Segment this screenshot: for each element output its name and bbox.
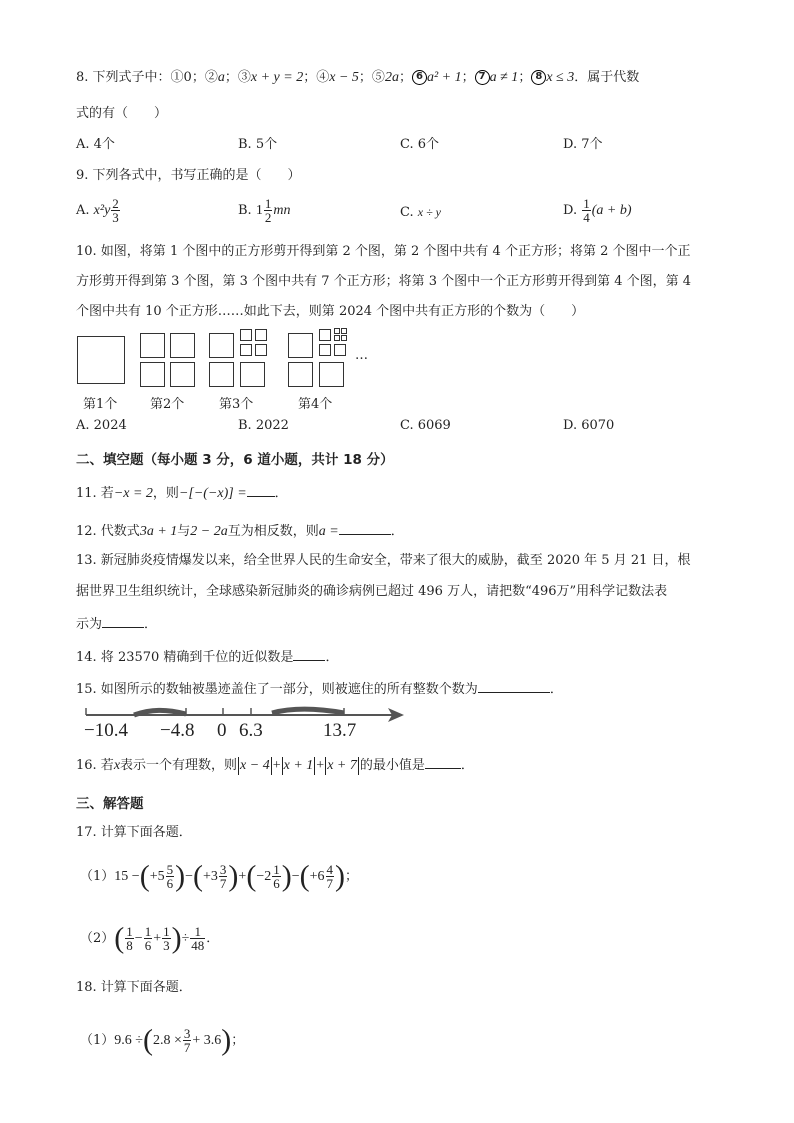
q17-stem: 17. 计算下面各题．: [76, 825, 192, 840]
answer-blank[interactable]: [425, 754, 461, 769]
caption-fig3: 第3个: [219, 397, 254, 412]
q17-part1: （1）15 −(+5 $\frac{5}{6}$ )−(+3 $\frac{3}{7}$ )+(−2 $\frac{1}{6}$ )−(+6 $\frac{4}{7}$ )；: [80, 859, 359, 893]
q13-line1: 13. 新冠肺炎疫情爆发以来，给全世界人民的生命安全，带来了很大的威胁，截至 2020 年 5 月 21 日，根: [76, 553, 691, 568]
q10-option-b: B. 2022: [238, 418, 289, 433]
square: [334, 344, 346, 356]
square: [170, 333, 195, 358]
q9-option-c: C. x ÷ y: [400, 205, 442, 220]
square: [240, 329, 252, 341]
q13-line2: 据世界卫生组织统计，全球感染新冠肺炎的确诊病例已超过 496 万人，请把数“496万”用科学记数法表: [76, 584, 668, 599]
ellipsis: …: [355, 348, 368, 363]
square: [288, 362, 313, 387]
axis-label: −10.4: [84, 720, 128, 741]
answer-blank[interactable]: [102, 613, 144, 628]
q11: 11. 若−x = 2，则−[−(−x)] = ．: [76, 482, 288, 504]
square: [77, 336, 125, 384]
q10-option-a: A. 2024: [76, 418, 127, 433]
q16: 16. 若x表示一个有理数，则 x − 4 + x + 1 + x + 7 的最小值是 ．: [76, 754, 474, 776]
square: [170, 362, 195, 387]
caption-fig1: 第1个: [83, 397, 118, 412]
square: [319, 344, 331, 356]
q18-part1: （1）9.6 ÷(2.8 × $\frac{3}{7}$ + 3.6)；: [80, 1023, 245, 1057]
q9-stem: 9. 下列各式中，书写正确的是（ ）: [76, 168, 301, 183]
square: [341, 335, 347, 341]
q15: 15. 如图所示的数轴被墨迹盖住了一部分，则被遮住的所有整数个数为 ．: [76, 678, 563, 700]
circled-6: 6: [412, 70, 427, 85]
square: [319, 362, 344, 387]
circled-7: 7: [475, 70, 490, 85]
square: [209, 333, 234, 358]
section-2-heading: 二、填空题（每小题 3 分，6 道小题，共计 18 分）: [76, 452, 394, 468]
answer-blank[interactable]: [293, 646, 325, 661]
q18-stem: 18. 计算下面各题．: [76, 980, 192, 995]
square: [255, 344, 267, 356]
q9-option-d: D. $\frac{1}{4}$ (a + b): [563, 196, 632, 225]
q10-option-d: D. 6070: [563, 418, 615, 433]
square: [334, 328, 340, 334]
q8-option-d: D. 7个: [563, 137, 603, 152]
q10-line1: 10. 如图，将第 1 个图中的正方形剪开得到第 2 个图，第 2 个图中共有 4 个正方形；将第 2 个图中一个正: [76, 244, 691, 259]
q8-line1: 8. 下列式子中：①0；②a；③x + y = 2；④x − 5；⑤2a； 6 a² + 1； 7 a ≠ 1； 8 x ≤ 3．属于代数: [76, 70, 640, 85]
q17-part2: （2）( $\frac{1}{8}$ − $\frac{1}{6}$ + $\frac{1}{3}$ )÷ $\frac{1}{48}$ ．: [80, 921, 220, 955]
caption-fig4: 第4个: [298, 397, 333, 412]
square: [319, 329, 331, 341]
square: [240, 344, 252, 356]
q10-line3: 个图中共有 10 个正方形……如此下去，则第 2024 个图中共有正方形的个数为（ ）: [76, 304, 585, 319]
axis-label: −4.8: [160, 720, 195, 741]
section-3-heading: 三、解答题: [76, 796, 144, 812]
number-line: [76, 700, 416, 742]
fraction: $\frac{1}{4}$: [583, 196, 590, 225]
answer-blank[interactable]: [247, 482, 275, 497]
square: [240, 362, 265, 387]
q12: 12. 代数式3a + 1与2 − 2a互为相反数，则a = ．: [76, 520, 404, 542]
axis-label: 13.7: [323, 720, 357, 741]
q13-line3: 示为 ．: [76, 613, 157, 635]
q10-option-c: C. 6069: [400, 418, 451, 433]
q9-option-a: A. x²y $\frac{2}{3}$: [76, 196, 119, 225]
circled-8: 8: [531, 70, 546, 85]
square: [341, 328, 347, 334]
q8-line2: 式的有（ ）: [76, 106, 168, 121]
q8-option-a: A. 4个: [76, 137, 115, 152]
caption-fig2: 第2个: [150, 397, 185, 412]
axis-label: 0: [217, 720, 227, 741]
square: [288, 333, 313, 358]
q14: 14. 将 23570 精确到千位的近似数是 ．: [76, 646, 338, 668]
answer-blank[interactable]: [339, 520, 391, 535]
square: [209, 362, 234, 387]
q8-option-b: B. 5个: [238, 137, 278, 152]
square: [140, 362, 165, 387]
square: [255, 329, 267, 341]
fraction: $\frac{1}{2}$: [264, 196, 272, 225]
q9-option-b: B. 1 $\frac{1}{2}$ mn: [238, 196, 291, 225]
square: [140, 333, 165, 358]
q8-option-c: C. 6个: [400, 137, 440, 152]
axis-label: 6.3: [239, 720, 263, 741]
ink-blot-right: [272, 709, 344, 713]
fraction: $\frac{2}{3}$: [112, 196, 119, 225]
q10-line2: 方形剪开得到第 3 个图，第 3 个图中共有 7 个正方形；将第 3 个图中一个正方形剪开得到第 4 个图，第 4: [76, 274, 692, 289]
square: [334, 335, 340, 341]
answer-blank[interactable]: [478, 678, 550, 693]
